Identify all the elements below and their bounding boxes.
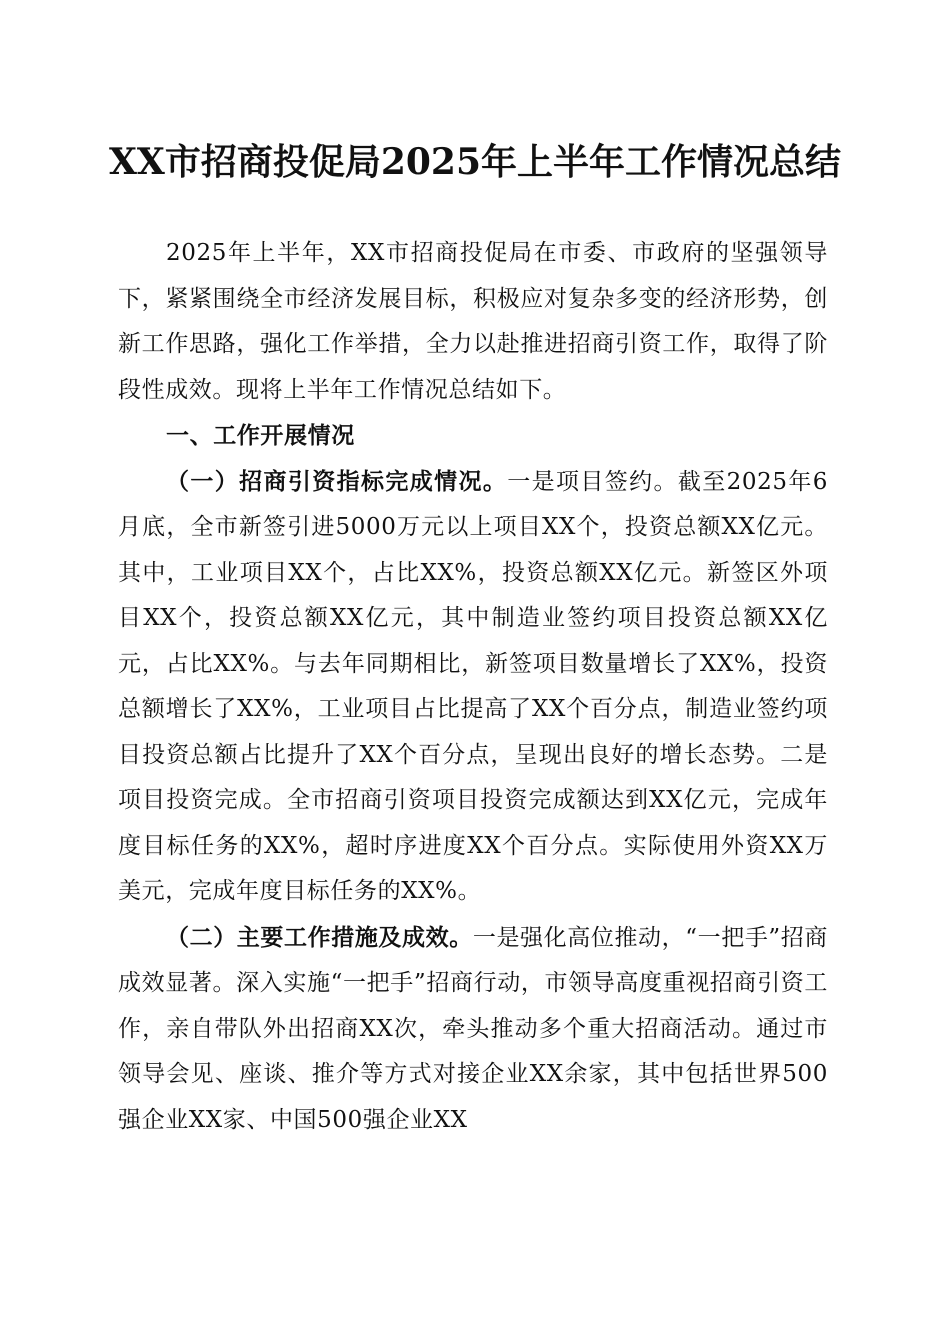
subsection-1-text: 一是项目签约。截至2025年6月底，全市新签引进5000万元以上项目XX个，投资总额XX亿元。其中，工业项目XX个，占比XX%，投资总额XX亿元。新签区外项目XX个，投资总额XX亿元，其中制造业签约项目投资总额XX亿元，占比XX%。与去年同期相比，新签项目数量增长了XX%，投资总额增长了XX%，工业项目占比提高了XX个百分点，制造业签约项目投资总额占比提升了XX个百分点，呈现出良好的增长态势。二是项目投资完成。全市招商引资项目投资完成额达到XX亿元，完成年度目标任务的XX%，超时序进度XX个百分点。实际使用外资XX万美元，完成年度目标任务的XX%。 [118,468,828,904]
subsection-2-paragraph [118,915,828,1144]
document-title: XX市招商投促局2025年上半年工作情况总结 [108,141,842,183]
intro-paragraph: 2025年上半年，XX市招商投促局在市委、市政府的坚强领导下，紧紧围绕全市经济发展目标，积极应对复杂多变的经济形势，创新工作思路，强化工作举措，全力以赴推进招商引资工作，取得了阶段性成效。现将上半年工作情况总结如下。 [118,240,828,403]
subsection-2-text: 一是强化高位推动，“一把手”招商成效显著。深入实施“一把手”招商行动，市领导高度重视招商引资工作，亲自带队外出招商XX次，牵头推动多个重大招商活动。通过市领导会见、座谈、推介等方式对接企业XX余家，其中包括世界500强企业XX家、中国500强企业XX [118,924,828,1133]
subsection-1-lead: （一）招商引资指标完成情况。 [166,467,508,495]
subsection-1-paragraph [118,459,828,915]
document-body [118,231,828,1143]
subsection-2-lead: （二）主要工作措施及成效。 [166,923,473,951]
section-heading: 一、工作开展情况 [166,422,355,449]
